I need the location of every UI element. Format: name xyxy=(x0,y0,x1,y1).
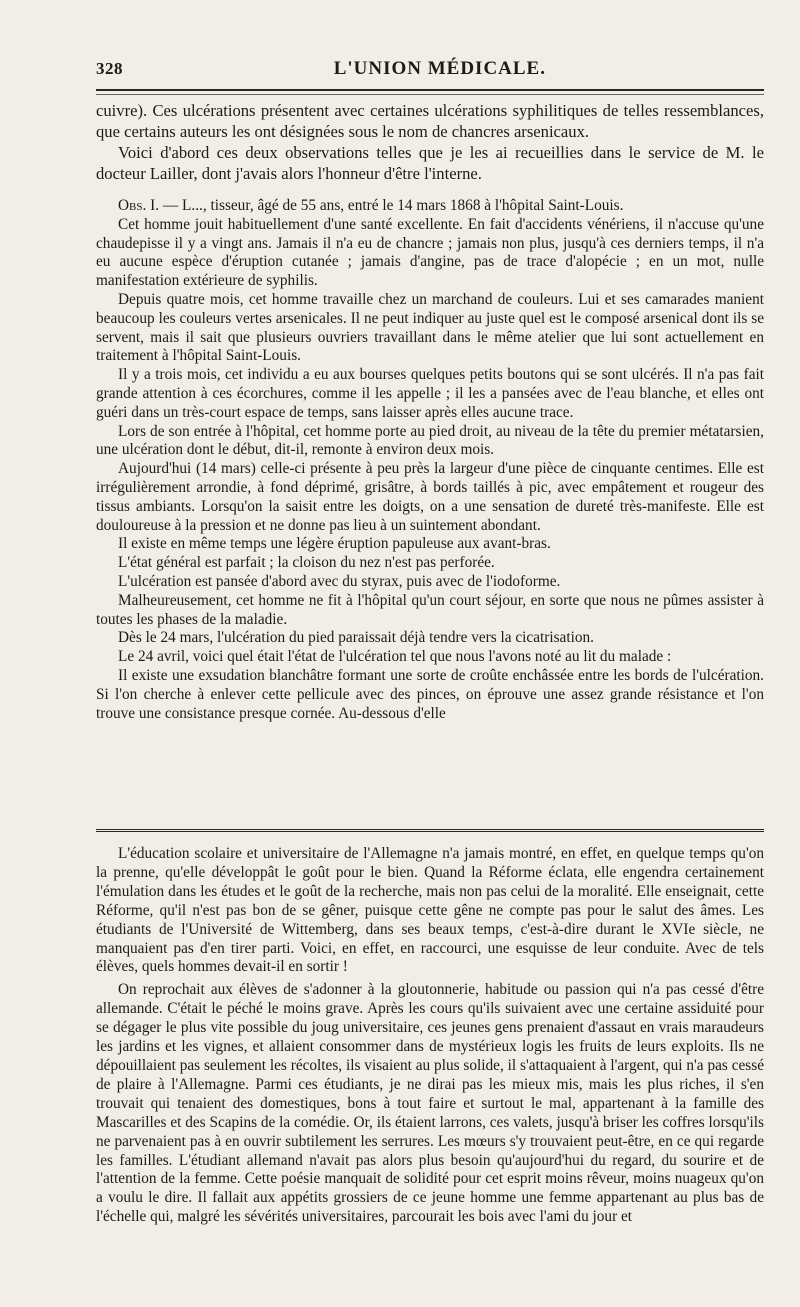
case-paragraph: Il existe en même temps une légère éruption papuleuse aux avant-bras. xyxy=(118,535,551,553)
observation-label: Obs. I. xyxy=(118,197,160,214)
case-paragraph: Dès le 24 mars, l'ulcération du pied paraissait déjà tendre vers la cicatrisation. xyxy=(118,629,594,647)
header-rule-thin xyxy=(96,94,764,95)
case-paragraph: L'ulcération est pansée d'abord avec du styrax, puis avec de l'iodoforme. xyxy=(118,572,561,590)
observation-heading xyxy=(96,197,764,216)
case-paragraph: Lors de son entrée à l'hôpital, cet homme porte au pied droit, au niveau de la tête du premier métatarsien, une ulcération dont le début, dit-il, remonte à environ deux mois. xyxy=(96,422,764,459)
case-paragraph: Malheureusement, cet homme ne fit à l'hôpital qu'un court séjour, en sorte que nous ne pûmes assister à toutes les phases de la maladie. xyxy=(96,591,764,628)
header-rule xyxy=(96,89,764,91)
case-paragraph: Il y a trois mois, cet individu a eu aux bourses quelques petits boutons qui se sont ulcérés. Il n'a pas fait grande attention à ces écorchures, comme il les appelle ; il les a pansées avec de l'eau blanche, et elles ont guéri dans un très-court espace de temps, sans laisser après elles aucune trace. xyxy=(96,366,764,421)
feuilleton-paragraph: L'éducation scolaire et universitaire de l'Allemagne n'a jamais montré, en effet, en quelque temps qu'on la prenne, qu'elle développât le goût pour le bien. Quand la Réforme éclata, elle engendra certainement l'émulation dans les études et le goût de la recherche, mais non pas celui de la moralité. Elle enseignait, cette Réforme, qu'il n'est pas bon de se gêner, puisque cette gêne ne compte pas pour le salut des âmes. Les étudiants de l'Université de Wittemberg, dans ses beaux temps, c'est-à-dire durant le XVIe siècle, ne manquaient pas d'en tirer parti. Voici, en effet, en raccourci, une esquisse de leur conduite. Avec de tels élèves, quels hommes devait-il en sortir ! xyxy=(96,845,764,976)
observation-heading-text: — L..., tisseur, âgé de 55 ans, entré le 14 mars 1868 à l'hôpital Saint-Louis. xyxy=(159,197,624,214)
article-paragraph: Voici d'abord ces deux observations telles que je les ai recueillies dans le service de M. le docteur Lailler, dont j'avais alors l'honneur d'être l'interne. xyxy=(96,143,764,183)
case-paragraph: Le 24 avril, voici quel était l'état de l'ulcération tel que nous l'avons noté au lit du malade : xyxy=(118,648,672,666)
case-paragraph: L'état général est parfait ; la cloison du nez n'est pas perforée. xyxy=(118,554,495,572)
feuilleton-paragraph: On reprochait aux élèves de s'adonner à la gloutonnerie, habitude ou passion qui n'a pas cessé d'être allemande. C'était le péché le moins grave. Après les cours qu'ils suivaient avec une certaine assiduité pour se dégager le plus vite possible du joug universitaire, ces jeunes gens prenaient d'assaut en vrais maraudeurs les jardins et les vignes, et allaient consommer dans de mystérieux logis les fruits de leurs exploits. Ils ne dépouillaient pas seulement les récoltes, ils visaient au plus solide, il s'attaquaient à l'argent, qui n'a pas cessé de plaire à l'Allemagne. Parmi ces étudiants, je ne dirai pas les mieux mis, mais les plus riches, il s'en trouvait qui tenaient des domestiques, bons à tout faire et surtout le mal, appartenant à la famille des Mascarilles et des Scapins de la comédie. Or, ils étaient larrons, ces valets, jusqu'à briser les coffres lorsqu'ils ne parvenaient pas à en ouvrir subtilement les serrures. Les mœurs s'y trouvaient peut-être, en ce qui regarde les familles. L'étudiant allemand n'avait pas alors plus besoin qu'aujourd'hui du regard, du sourire et de l'attention de la femme. Cette poésie manquait de solidité pour cet esprit moins rêveur, moins nuageux qu'on a voulu le dire. Il fallait aux appétits grossiers de ce jeune homme une femme appartenant au plus bas de l'échelle qui, malgré les sévérités universitaires, parcourait les bois avec l'ami du jour et xyxy=(96,981,764,1226)
feuilleton-separator xyxy=(96,829,764,832)
case-paragraph: Aujourd'hui (14 mars) celle-ci présente à peu près la largeur d'une pièce de cinquante centimes. Elle est irrégulièrement arrondie, à fond déprimé, grisâtre, à bords taillés à pic, avec empâtement et rougeur des tissus ambiants. Lorsqu'on la saisit entre les doigts, on a une sensation de dureté très-manifeste. Elle est douloureuse à la pression et ne donne pas lieu à un suintement abondant. xyxy=(96,460,764,534)
page-number: 328 xyxy=(96,59,123,78)
case-paragraph: Depuis quatre mois, cet homme travaille chez un marchand de couleurs. Lui et ses camarades manient beaucoup les couleurs vertes arsenicales. Il ne peut indiquer au juste quel est le composé arsenical dont ils se servent, mais il sait que plusieurs ouvriers travaillant dans le même atelier que lui sont actuellement en traitement à l'hôpital Saint-Louis. xyxy=(96,290,764,365)
journal-title: L'UNION MÉDICALE. xyxy=(333,58,546,79)
feuilleton-body xyxy=(96,845,764,1231)
case-paragraph: Il existe une exsudation blanchâtre formant une sorte de croûte enchâssée entre les bords de l'ulcération. Si l'on cherche à enlever cette pellicule avec des pinces, on éprouve une assez grande résistance et l'on trouve une consistance presque cornée. Au-dessous d'elle xyxy=(96,666,764,722)
page-header xyxy=(96,58,764,88)
article-paragraph: cuivre). Ces ulcérations présentent avec certaines ulcérations syphilitiques de telles ressemblances, que certains auteurs les ont désignées sous le nom de chancres arsenicaux. xyxy=(96,101,764,141)
case-paragraph: Cet homme jouit habituellement d'une santé excellente. En fait d'accidents vénériens, il n'accuse qu'une chaudepisse il y a vingt ans. Jamais il n'a eu de chancre ; jamais non plus, jusqu'à ces derniers temps, il n'a eu aucune espèce d'éruption cutanée ; jamais d'angine, pas de trace d'alopécie ; en un mot, nulle manifestation extérieure de syphilis. xyxy=(96,215,764,290)
article-body xyxy=(96,100,764,723)
